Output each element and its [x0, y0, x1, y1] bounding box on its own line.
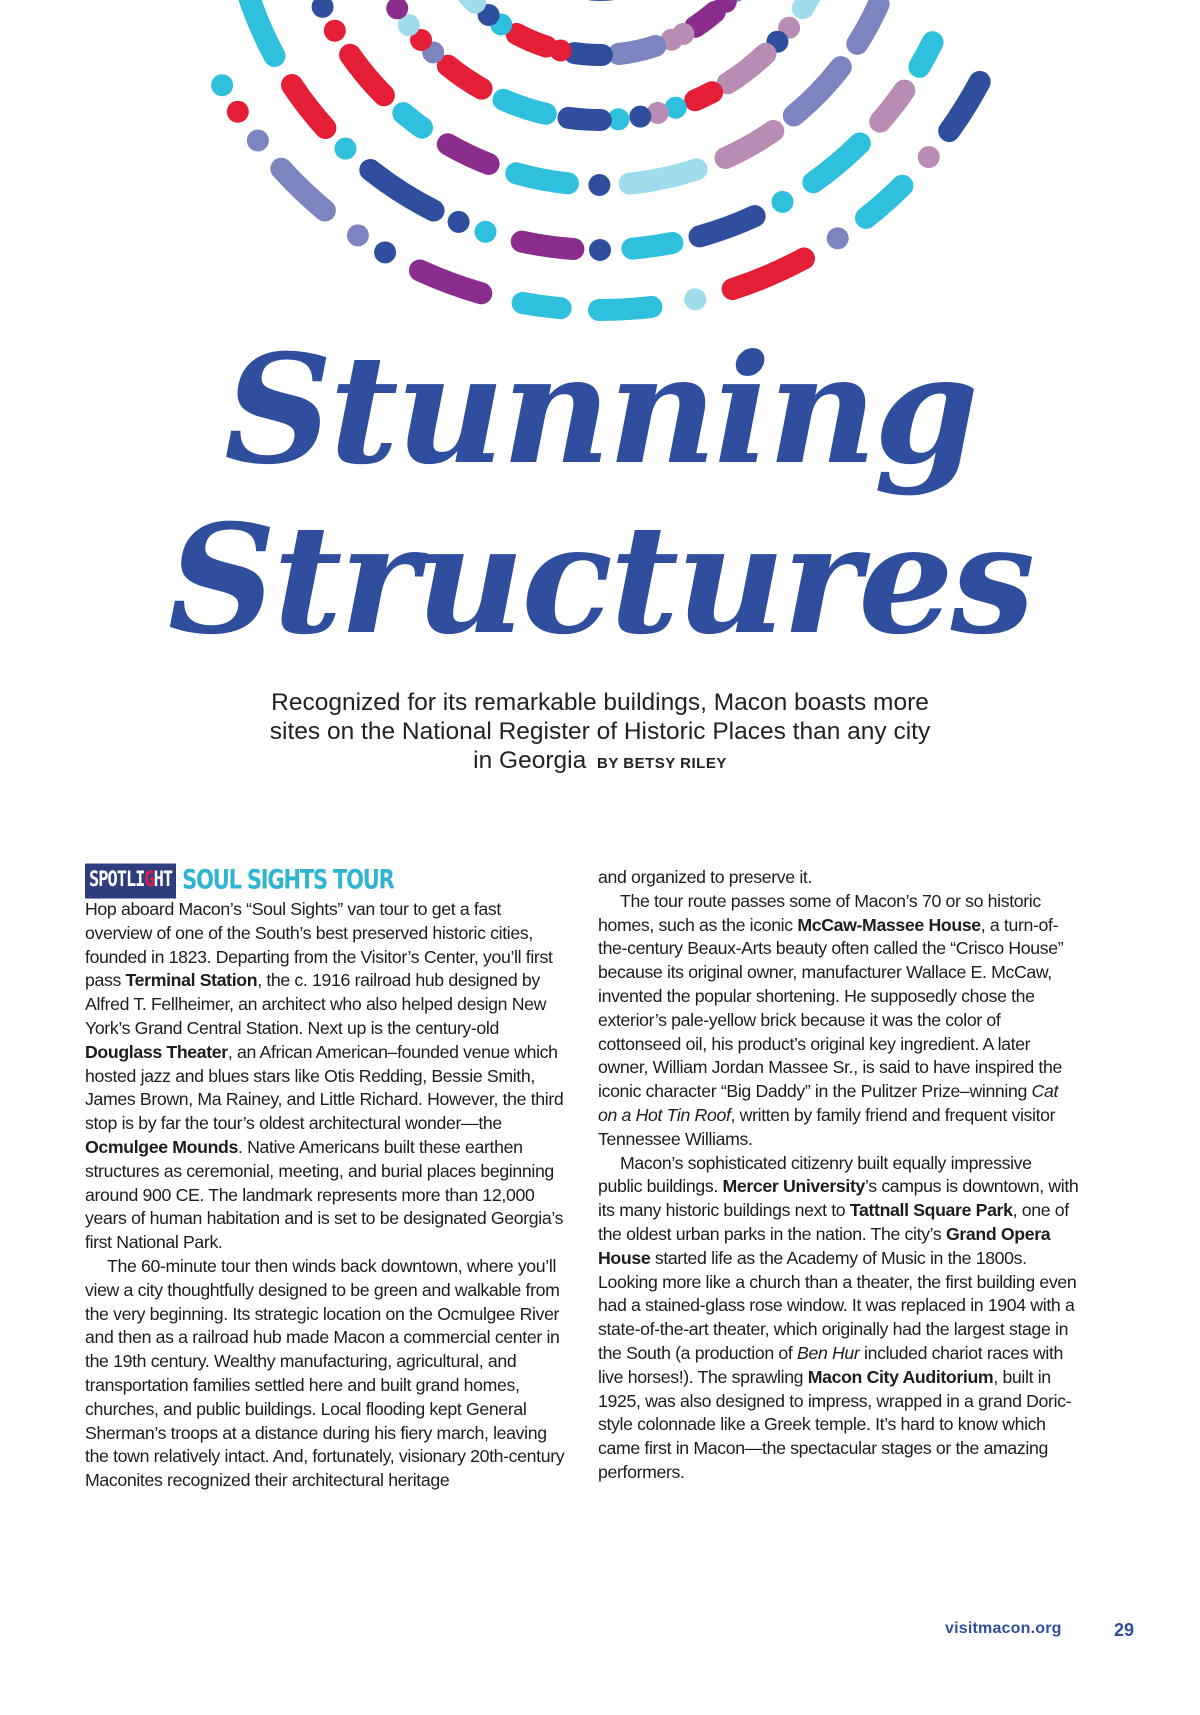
decorative-dash: [866, 186, 902, 218]
decorative-dash: [292, 85, 325, 128]
decorative-dash: [350, 55, 384, 96]
decorative-dot: [448, 211, 470, 233]
decorative-dot: [347, 224, 369, 246]
decorative-dash: [728, 54, 766, 84]
decorative-dash: [448, 144, 489, 164]
decorative-dash: [630, 169, 697, 183]
paragraph: Hop aboard Macon’s “Soul Sights” van tour to get a fast overview of one of the South’s best preserved historic cities, founded in 1823. Departing from the Visitor’s Center, you’ll first pass Terminal Station, the c. 1916 railroad hub designed by Alfred T. Fellheimer, an architect who also helped design New York’s Grand Central Station. Next up is the century-old Douglass Theater, an African American–founded venue which hosted jazz and blues stars like Otis Redding, Bessie Smith, James Brown, Ma Rainey, and Little Richard. However, the third stop is by far the tour’s oldest architectural wonder—the Ocmulgee Mounds. Native Americans built these earthen structures as ceremonial, meeting, and burial places beginning around 900 CE. The landmark represents more than 12,000 years of human habitation and is set to be designated Georgia’s first National Park.: [85, 899, 564, 1253]
dek-text: Recognized for its remarkable buildings, Macon boasts more sites on the National Register of Historic Places than any city in Georgia: [269, 689, 931, 774]
decorative-dash: [523, 303, 561, 308]
article-title-line-2: Structures: [167, 492, 1033, 668]
decorative-dash: [695, 12, 715, 27]
decorative-dash: [517, 34, 547, 47]
decorative-dash: [949, 82, 980, 131]
spotlight-header: [85, 866, 565, 896]
decorative-dash: [857, 4, 878, 44]
decorative-dash: [453, 0, 476, 3]
decorative-dash: [403, 113, 422, 128]
decorative-dot: [211, 74, 233, 96]
decorative-dot: [772, 191, 794, 213]
decorative-dot: [684, 288, 706, 310]
article-dek: [260, 688, 940, 778]
decorative-dash: [448, 66, 482, 89]
paragraph: Macon’s sophisticated citizenry built equally impressive public buildings. Mercer University’s campus is downtown, with its many historic buildings next to Tattnall Square Park, one of the oldest urban parks in the nation. The city’s Grand Opera House started life as the Academy of Music in the 1800s. Looking more like a church than a theater, the first building even had a stained-glass rose window. It was replaced in 1904 with a state-of-the-art theater, which originally had the largest stage in the South (a production of Ben Hur included chariot races with live horses!). The sprawling Macon City Auditorium, built in 1925, was also designed to impress, wrapped in a grand Doric-style colonnade like a Greek temple. It’s hard to know which came first in Macon—the spectacular stages or the amazing performers.: [598, 1152, 1079, 1482]
spotlight-tag: SPOTLIGHT: [85, 864, 176, 899]
decorative-dot: [374, 241, 396, 263]
decorative-dash: [695, 92, 712, 100]
article-title-line-1: Stunning: [224, 322, 976, 498]
decorative-dash: [370, 170, 433, 211]
paragraph: The 60-minute tour then winds back downtown, where you’ll view a city thoughtfully designed to be green and walkable from the very beginning. Its strategic location on the Ocmulgee River and then as a railroad hub made Macon a commercial center in the 19th century. Wealthy manufacturing, agricultural, and transportation families settled here and built grand homes, churches, and public buildings. Local flooding kept General Sherman’s troops at a distance during his fiery march, leaving the town relatively intact. And, fortunately, visionary 20th-century Maconites recognized their architectural heritage: [85, 1255, 565, 1491]
decorative-dash: [813, 143, 859, 182]
byline: BY BETSY RILEY: [597, 755, 727, 772]
spotlight-title: SOUL SIGHTS TOUR: [182, 864, 394, 895]
decorative-dot: [324, 20, 346, 42]
decorative-dash: [244, 0, 274, 56]
decorative-dash: [575, 53, 602, 55]
decorative-dash: [599, 307, 651, 310]
decorative-dash-arcs: [0, 0, 1200, 330]
page-number: 29: [1114, 1620, 1135, 1640]
footer-site: visitmacon.org: [945, 1620, 1062, 1637]
decorative-dot: [629, 106, 651, 128]
decorative-dash: [726, 131, 774, 158]
decorative-dash: [794, 67, 841, 115]
paragraph: The tour route passes some of Macon’s 70 or so historic homes, such as the iconic McCaw-Massee House, a turn-of-the-century Beaux-Arts beauty often called the “Crisco House” because its original owner, manufacturer Wallace E. McCaw, invented the popular shortening. He supposedly chose the exterior’s pale-yellow brick because it was the color of cottonseed oil, his product’s original key ingredient. A later owner, William Jordan Massee Sr., is said to have inspired the iconic character “Big Daddy” in the Pulitzer Prize–winning Cat on a Hot Tin Roof, written by family friend and frequent visitor Tennessee Williams.: [598, 890, 1064, 1149]
decorative-dot: [312, 0, 334, 18]
paragraph: and organized to preserve it.: [598, 867, 813, 887]
decorative-dash: [420, 271, 481, 294]
decorative-dot: [475, 221, 497, 243]
decorative-dash: [919, 42, 932, 67]
decorative-dash: [516, 173, 568, 183]
decorative-dot: [335, 138, 357, 160]
decorative-dot: [589, 239, 611, 261]
decorative-dash: [569, 118, 601, 120]
decorative-dash: [880, 91, 904, 122]
article-column-right: [598, 866, 1080, 1485]
decorative-dash: [504, 100, 546, 114]
decorative-dash: [700, 216, 755, 236]
decorative-dot: [247, 130, 269, 152]
article-column-left: [85, 866, 565, 1493]
decorative-dot: [827, 227, 849, 249]
decorative-dot: [227, 101, 249, 123]
decorative-dot: [918, 146, 940, 168]
decorative-dot: [588, 174, 610, 196]
decorative-dash: [619, 46, 656, 54]
decorative-dash: [803, 0, 823, 8]
decorative-dash: [733, 259, 804, 290]
decorative-dash: [281, 169, 325, 211]
decorative-dash: [632, 243, 672, 249]
decorative-dash: [522, 242, 574, 249]
